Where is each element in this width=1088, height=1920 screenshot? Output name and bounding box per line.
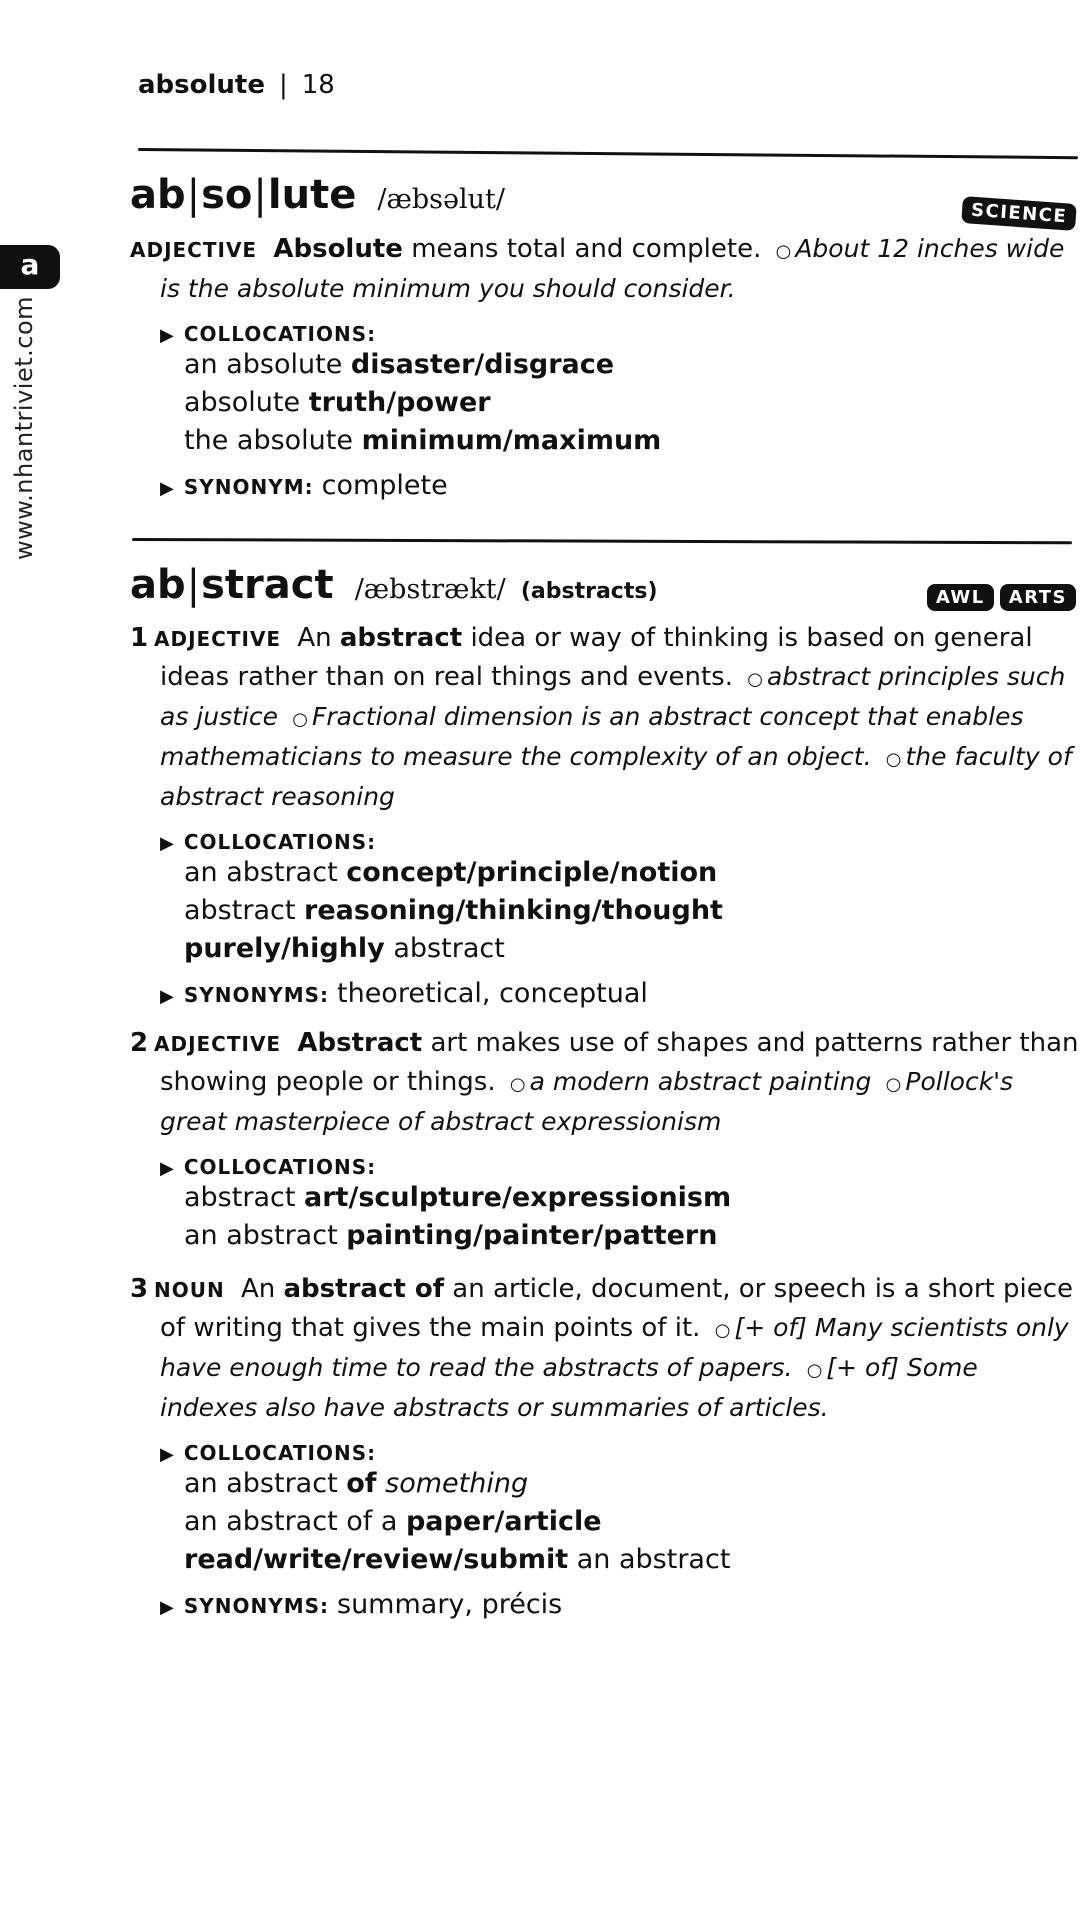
- synonyms-label: SYNONYMS:: [183, 1594, 329, 1618]
- triangle-icon: ▶: [160, 478, 174, 499]
- entry-divider: [132, 538, 1072, 544]
- sense-number: 2: [130, 1028, 149, 1058]
- collocation-pre: an abstract of a: [184, 1506, 398, 1537]
- example-bullet-icon: ○: [747, 669, 763, 690]
- synonyms-label: SYNONYMS:: [183, 983, 329, 1007]
- collocation-pre: the absolute: [184, 425, 353, 456]
- syllable-bar: |: [186, 172, 201, 218]
- collocation: [160, 854, 1080, 892]
- synonyms-text: complete: [321, 470, 448, 501]
- collocation-pre: an absolute: [184, 349, 343, 380]
- subject-badges: [927, 584, 1076, 611]
- collocation-bold: truth/power: [308, 387, 491, 418]
- sense-1: [130, 620, 1080, 816]
- collocation-pre: abstract: [184, 895, 296, 926]
- syllable-bar: |: [186, 562, 201, 608]
- collocation: [160, 1541, 1080, 1579]
- plural-form: (abstracts): [520, 579, 658, 604]
- collocation: [160, 892, 1080, 930]
- collocation-bold: reasoning/thinking/thought: [304, 895, 723, 926]
- collocations-label: COLLOCATIONS:: [183, 322, 377, 346]
- part-of-speech: NOUN: [154, 1278, 225, 1302]
- collocation: [160, 346, 1080, 384]
- page-number: 18: [301, 70, 335, 100]
- example: Pollock's great masterpiece of abstract expressionism: [160, 1067, 1014, 1136]
- running-head-word: absolute: [138, 70, 265, 100]
- definition-text: art makes use of shapes and patterns rather than showing people or things.: [160, 1028, 1079, 1097]
- collocation: [160, 1217, 1080, 1255]
- example-bullet-icon: ○: [885, 749, 902, 770]
- definition-keyword: Absolute: [273, 234, 403, 264]
- part-of-speech: ADJECTIVE: [154, 627, 282, 651]
- headword: [130, 172, 356, 218]
- collocation-pre: an abstract: [184, 1220, 338, 1251]
- example-bullet-icon: ○: [775, 241, 792, 262]
- collocation-post: an abstract: [576, 1544, 731, 1575]
- sense-2: [130, 1025, 1080, 1141]
- pronunciation: /æbstrækt/: [354, 574, 506, 605]
- definition-text: idea or way of thinking is based on general ideas rather than on real things and events.: [160, 623, 1033, 692]
- collocation-bold: purely/highly: [184, 933, 385, 964]
- syllable-bar: |: [253, 172, 267, 218]
- example-bullet-icon: ○: [292, 709, 308, 730]
- collocation-pre: an abstract: [184, 857, 338, 888]
- running-head-separator: |: [278, 70, 288, 100]
- triangle-icon: ▶: [160, 1158, 174, 1179]
- collocation-bold: art/sculpture/expressionism: [304, 1182, 732, 1213]
- part-of-speech: ADJECTIVE: [154, 1032, 282, 1056]
- subject-badges: [961, 196, 1077, 231]
- synonyms-block: [160, 978, 1080, 1009]
- definition-pre: An: [240, 1274, 276, 1304]
- collocation: [160, 1179, 1080, 1217]
- collocations-block: [160, 1155, 1080, 1255]
- collocation-pre: an abstract: [184, 1468, 338, 1499]
- example: the faculty of abstract reasoning: [160, 742, 1072, 811]
- collocation: [160, 422, 1080, 460]
- running-head: [138, 70, 335, 100]
- collocation: [160, 1465, 1080, 1503]
- entry-abstract: [130, 562, 1080, 1620]
- collocations-block: [160, 830, 1080, 968]
- headword-line: [130, 172, 1080, 230]
- syllable: so: [201, 172, 253, 218]
- example: About 12 inches wide is the absolute minimum you should consider.: [160, 234, 1065, 303]
- syllable: stract: [201, 562, 334, 608]
- entry-divider: [138, 148, 1078, 159]
- collocation-post: abstract: [393, 933, 505, 964]
- definition-keyword: abstract: [339, 623, 463, 653]
- synonyms-text: theoretical, conceptual: [337, 978, 648, 1009]
- triangle-icon: ▶: [160, 986, 174, 1007]
- example-bullet-icon: ○: [885, 1074, 902, 1095]
- triangle-icon: ▶: [160, 833, 174, 854]
- example: abstract principles such as justice: [160, 662, 1066, 731]
- collocations-label: COLLOCATIONS:: [183, 1441, 377, 1465]
- definition-text: means total and complete.: [411, 234, 762, 264]
- collocations-block: [160, 322, 1080, 460]
- sense-number: 1: [130, 623, 149, 653]
- definition-text: an article, document, or speech is a short piece of writing that gives the main points of it.: [160, 1274, 1074, 1343]
- definition-keyword: Abstract: [297, 1028, 423, 1058]
- example-bullet-icon: ○: [714, 1320, 731, 1341]
- sense: [130, 230, 1080, 308]
- part-of-speech: ADJECTIVE: [130, 238, 258, 262]
- collocation-bold: painting/painter/pattern: [346, 1220, 718, 1251]
- example: a modern abstract painting: [529, 1067, 872, 1096]
- definition-keyword: abstract of: [283, 1274, 445, 1304]
- synonyms-block: [160, 470, 1080, 501]
- example-bullet-icon: ○: [806, 1360, 823, 1381]
- entry-absolute: [130, 172, 1080, 501]
- example: [+ of] Some indexes also have abstracts or summaries of articles.: [160, 1353, 978, 1422]
- headword: [130, 562, 334, 608]
- triangle-icon: ▶: [160, 1597, 174, 1618]
- triangle-icon: ▶: [160, 1444, 174, 1465]
- syllable: lute: [267, 172, 357, 218]
- collocation: [160, 384, 1080, 422]
- sense-3: [130, 1271, 1080, 1427]
- definition-pre: An: [297, 623, 332, 653]
- syllable: ab: [130, 562, 186, 608]
- collocation: [160, 1503, 1080, 1541]
- example: [+ of] Many scientists only have enough time to read the abstracts of papers.: [160, 1313, 1069, 1382]
- collocation-bold: read/write/review/submit: [184, 1544, 569, 1575]
- collocation-bold: paper/article: [405, 1506, 602, 1537]
- side-watermark-url: www.nhantriviet.com: [10, 295, 38, 560]
- triangle-icon: ▶: [160, 325, 174, 346]
- badge-arts: ARTS: [1000, 584, 1076, 611]
- badge-awl: AWL: [927, 584, 994, 611]
- collocations-block: [160, 1441, 1080, 1579]
- collocation: [160, 930, 1080, 968]
- badge-science: SCIENCE: [961, 196, 1077, 231]
- collocation-pre: absolute: [184, 387, 301, 418]
- collocation-italic: something: [385, 1468, 529, 1499]
- example-bullet-icon: ○: [509, 1074, 526, 1095]
- collocation-bold: concept/principle/notion: [346, 857, 718, 888]
- synonyms-block: [160, 1589, 1080, 1620]
- synonyms-text: summary, précis: [337, 1589, 563, 1620]
- collocation-bold: minimum/maximum: [361, 425, 662, 456]
- thumb-index-tab: a: [0, 245, 60, 289]
- collocation-pre: abstract: [184, 1182, 296, 1213]
- syllable: ab: [130, 172, 186, 218]
- collocation-bold: disaster/disgrace: [350, 349, 615, 380]
- example: Fractional dimension is an abstract concept that enables mathematicians to measure the complexity of an object.: [160, 702, 1024, 771]
- collocations-label: COLLOCATIONS:: [183, 830, 377, 854]
- synonyms-label: SYNONYM:: [183, 475, 314, 499]
- headword-line: [130, 562, 1080, 620]
- sense-number: 3: [130, 1274, 149, 1304]
- collocations-label: COLLOCATIONS:: [183, 1155, 377, 1179]
- collocation-bold: of: [346, 1468, 377, 1499]
- pronunciation: /æbsəlut/: [377, 184, 505, 215]
